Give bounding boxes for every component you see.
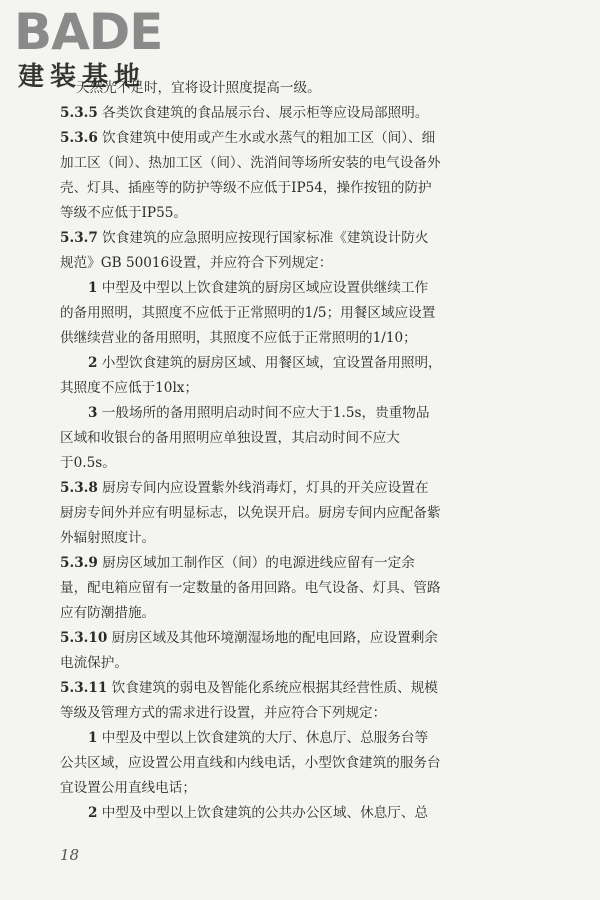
text-line bbox=[60, 751, 520, 776]
text-line bbox=[60, 726, 520, 751]
text-line bbox=[60, 401, 520, 426]
line-text: 饮食建筑的应急照明应按现行国家标准《建筑设计防火 bbox=[97, 230, 429, 246]
line-text: 厨房专间外并应有明显标志，以免误开启。厨房专间内应配备紫 bbox=[60, 505, 441, 521]
line-text: 宜设置公用直线电话； bbox=[60, 780, 196, 796]
line-text: 中型及中型以上饮食建筑的大厅、休息厅、总服务台等 bbox=[97, 730, 429, 746]
text-line bbox=[60, 126, 520, 151]
line-text: 各类饮食建筑的食品展示台、展示柜等应设局部照明。 bbox=[97, 105, 429, 121]
clause-number: 5.3.11 bbox=[60, 680, 108, 696]
clause-number: 1 bbox=[88, 730, 98, 746]
text-line bbox=[60, 426, 520, 451]
line-text: 加工区（间）、热加工区（间）、洗消间等场所安装的电气设备外 bbox=[60, 155, 441, 171]
text-line bbox=[60, 351, 520, 376]
text-line bbox=[60, 276, 520, 301]
line-text: 一般场所的备用照明启动时间不应大于1.5s，贵重物品 bbox=[97, 405, 430, 421]
text-line bbox=[60, 676, 520, 701]
text-line bbox=[60, 201, 520, 226]
text-line bbox=[60, 601, 520, 626]
clause-number: 5.3.10 bbox=[60, 630, 108, 646]
line-text: 区域和收银台的备用照明应单独设置，其启动时间不应大 bbox=[60, 430, 400, 446]
text-line bbox=[60, 301, 520, 326]
line-text: 应有防潮措施。 bbox=[60, 605, 156, 621]
text-line bbox=[60, 801, 520, 826]
clause-number: 5.3.5 bbox=[60, 105, 98, 121]
line-text: 规范》GB 50016设置，并应符合下列规定： bbox=[60, 255, 333, 271]
line-text: 外辐射照度计。 bbox=[60, 530, 156, 546]
clause-number: 5.3.9 bbox=[60, 555, 98, 571]
line-text: 供继续营业的备用照明，其照度不应低于正常照明的1/10； bbox=[60, 330, 417, 346]
line-text: 等级及管理方式的需求进行设置，并应符合下列规定： bbox=[60, 705, 387, 721]
clause-number: 3 bbox=[88, 405, 98, 421]
line-text: 于0.5s。 bbox=[60, 455, 116, 471]
logo-subtitle: 建装基地 bbox=[18, 62, 147, 92]
logo-wordmark: BADE bbox=[14, 3, 163, 61]
text-line bbox=[60, 551, 520, 576]
text-line bbox=[60, 776, 520, 801]
line-text: 中型及中型以上饮食建筑的厨房区域应设置供继续工作 bbox=[97, 280, 429, 296]
text-line bbox=[60, 151, 520, 176]
line-text: 天然光不足时，宜将设计照度提高一级。 bbox=[76, 80, 321, 96]
line-text: 量，配电箱应留有一定数量的备用回路。电气设备、灯具、管路 bbox=[60, 580, 441, 596]
line-text: 厨房区域及其他环境潮湿场地的配电回路，应设置剩余 bbox=[107, 630, 438, 646]
line-text: 其照度不应低于10lx； bbox=[60, 380, 199, 396]
text-line bbox=[60, 651, 520, 676]
text-line bbox=[60, 76, 520, 101]
line-text: 壳、灯具、插座等的防护等级不应低于IP54，操作按钮的防护 bbox=[60, 180, 432, 196]
text-line bbox=[60, 101, 520, 126]
text-line bbox=[60, 176, 520, 201]
page-number: 18 bbox=[60, 846, 80, 864]
text-line bbox=[60, 526, 520, 551]
line-text: 饮食建筑中使用或产生水或水蒸气的粗加工区（间）、细 bbox=[97, 130, 436, 146]
line-text: 饮食建筑的弱电及智能化系统应根据其经营性质、规模 bbox=[107, 680, 438, 696]
text-line bbox=[60, 251, 520, 276]
line-text: 中型及中型以上饮食建筑的公共办公区域、休息厅、总 bbox=[97, 805, 429, 821]
line-text: 等级不应低于IP55。 bbox=[60, 205, 187, 221]
text-line bbox=[60, 451, 520, 476]
text-line bbox=[60, 701, 520, 726]
text-line bbox=[60, 476, 520, 501]
clause-number: 2 bbox=[88, 805, 98, 821]
document-body bbox=[60, 76, 520, 826]
line-text: 公共区域，应设置公用直线和内线电话，小型饮食建筑的服务台 bbox=[60, 755, 441, 771]
text-line bbox=[60, 626, 520, 651]
line-text: 小型饮食建筑的厨房区域、用餐区域，宜设置备用照明， bbox=[97, 355, 442, 371]
line-text: 电流保护。 bbox=[60, 655, 128, 671]
clause-number: 5.3.6 bbox=[60, 130, 98, 146]
text-line bbox=[60, 326, 520, 351]
text-line bbox=[60, 376, 520, 401]
text-line bbox=[60, 226, 520, 251]
line-text: 的备用照明，其照度不应低于正常照明的1/5；用餐区域应设置 bbox=[60, 305, 436, 321]
clause-number: 2 bbox=[88, 355, 98, 371]
text-line bbox=[60, 501, 520, 526]
line-text: 厨房专间内应设置紫外线消毒灯，灯具的开关应设置在 bbox=[97, 480, 429, 496]
line-text: 厨房区域加工制作区（间）的电源进线应留有一定余 bbox=[97, 555, 415, 571]
clause-number: 1 bbox=[88, 280, 98, 296]
clause-number: 5.3.7 bbox=[60, 230, 98, 246]
text-line bbox=[60, 576, 520, 601]
clause-number: 5.3.8 bbox=[60, 480, 98, 496]
